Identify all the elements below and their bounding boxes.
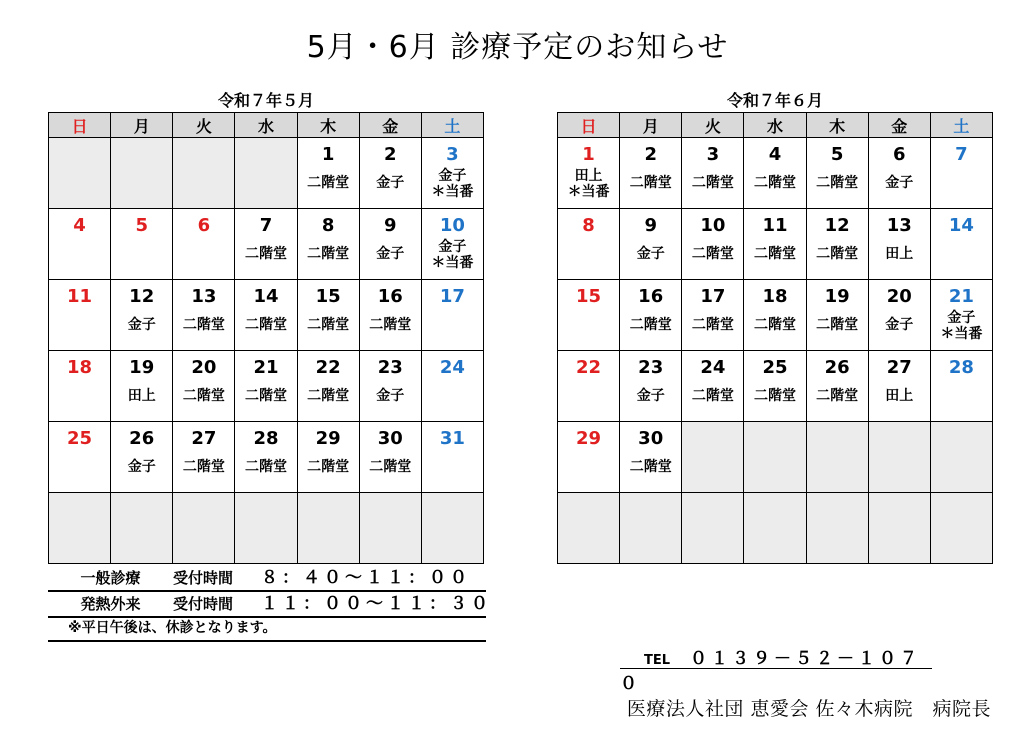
empty-day-cell: [111, 138, 173, 209]
day-number: 7: [259, 215, 273, 236]
day-cell: [173, 280, 235, 351]
general-hours-row: [48, 566, 486, 592]
day-number: 27: [191, 428, 217, 449]
day-cell: [235, 422, 297, 493]
day-cell: [421, 422, 483, 493]
day-number: 8: [582, 215, 595, 236]
day-cell: [49, 422, 111, 493]
day-number: 15: [315, 286, 341, 307]
week-row: [558, 422, 993, 493]
day-number: 6: [893, 144, 906, 165]
day-number: 5: [135, 215, 148, 236]
empty-day-cell: [235, 138, 297, 209]
doctor-on-duty: 二階堂: [691, 317, 734, 333]
day-cell: [421, 351, 483, 422]
day-number: 1: [582, 144, 595, 165]
week-row: [49, 280, 484, 351]
day-number: 23: [638, 357, 664, 378]
day-cell: [744, 138, 806, 209]
day-number: 9: [384, 215, 397, 236]
day-cell: [297, 280, 359, 351]
day-cell: [297, 351, 359, 422]
day-cell: [359, 138, 421, 209]
day-cell: [620, 138, 682, 209]
day-number: 16: [377, 286, 403, 307]
doctor-on-duty: 田上: [127, 388, 156, 404]
page-title: 5月・6月 診療予定のお知らせ: [306, 30, 729, 65]
reception-label: 受付時間: [173, 595, 234, 613]
fever-label: 発熱外来: [80, 595, 141, 613]
day-number: 14: [253, 286, 279, 307]
day-number: 12: [824, 215, 850, 236]
week-row: [558, 280, 993, 351]
empty-day-cell: [744, 493, 806, 564]
day-cell: [111, 351, 173, 422]
empty-day-cell: [297, 493, 359, 564]
day-cell: [235, 209, 297, 280]
doctor-on-duty: 二階堂: [307, 459, 350, 475]
week-row: [558, 138, 993, 209]
doctor-on-duty: 二階堂: [816, 388, 859, 404]
day-cell: [930, 351, 992, 422]
day-cell: [806, 280, 868, 351]
day-number: 10: [700, 215, 726, 236]
weekday-header: 土: [930, 113, 992, 138]
empty-day-cell: [806, 422, 868, 493]
day-number: 29: [315, 428, 341, 449]
week-row: [49, 493, 484, 564]
day-cell: [620, 280, 682, 351]
day-cell: [682, 209, 744, 280]
week-row: [558, 209, 993, 280]
day-number: 21: [253, 357, 279, 378]
day-cell: [744, 209, 806, 280]
doctor-on-duty: 二階堂: [753, 246, 796, 262]
doctor-on-duty: 二階堂: [629, 175, 672, 191]
day-number: 30: [638, 428, 664, 449]
day-number: 8: [321, 215, 335, 236]
general-time: ８：４０～１１：００: [261, 568, 471, 588]
empty-day-cell: [558, 493, 620, 564]
tel-label: TEL: [644, 653, 671, 668]
day-number: 18: [67, 357, 93, 378]
doctor-on-duty: 金子 ＊当番: [431, 168, 474, 200]
doctor-on-duty: 金子: [376, 246, 405, 262]
doctor-on-duty: 二階堂: [691, 388, 734, 404]
calendar-heading: 令和７年５月: [217, 91, 314, 110]
week-row: [49, 209, 484, 280]
phone-number: ０１３９－５２－１０７０: [620, 649, 922, 694]
doctor-on-duty: 金子: [636, 388, 665, 404]
doctor-on-duty: 金子: [376, 388, 405, 404]
empty-day-cell: [49, 493, 111, 564]
doctor-on-duty: 二階堂: [244, 246, 287, 262]
day-cell: [806, 138, 868, 209]
empty-day-cell: [868, 493, 930, 564]
day-number: 17: [700, 286, 726, 307]
day-cell: [930, 280, 992, 351]
day-cell: [558, 280, 620, 351]
day-cell: [744, 351, 806, 422]
calendar-grid: [557, 112, 993, 564]
day-number: 2: [384, 144, 397, 165]
day-cell: [173, 209, 235, 280]
reception-label: 受付時間: [173, 569, 234, 587]
day-number: 9: [644, 215, 657, 236]
empty-day-cell: [744, 422, 806, 493]
day-cell: [682, 351, 744, 422]
day-cell: [297, 138, 359, 209]
week-row: [558, 493, 993, 564]
day-cell: [173, 351, 235, 422]
empty-day-cell: [930, 422, 992, 493]
calendar-heading: 令和７年６月: [726, 91, 823, 110]
doctor-on-duty: 二階堂: [753, 388, 796, 404]
doctor-on-duty: 二階堂: [182, 317, 225, 333]
week-row: [49, 351, 484, 422]
weekday-header: 木: [806, 113, 868, 138]
weekday-header: 日: [49, 113, 111, 138]
doctor-on-duty: 金子: [127, 459, 156, 475]
day-cell: [868, 280, 930, 351]
day-number: 25: [762, 357, 788, 378]
day-cell: [682, 138, 744, 209]
calendar-june: [557, 91, 993, 564]
weekday-header: 木: [297, 113, 359, 138]
day-cell: [558, 351, 620, 422]
day-number: 28: [948, 357, 974, 378]
day-cell: [49, 209, 111, 280]
day-number: 25: [67, 428, 93, 449]
day-number: 26: [824, 357, 850, 378]
empty-day-cell: [235, 493, 297, 564]
day-cell: [235, 351, 297, 422]
doctor-on-duty: 金子 ＊当番: [940, 310, 983, 342]
day-number: 3: [706, 144, 720, 165]
day-number: 1: [321, 144, 335, 165]
doctor-on-duty: 二階堂: [816, 317, 859, 333]
weekday-header: 火: [682, 113, 744, 138]
empty-day-cell: [49, 138, 111, 209]
empty-day-cell: [173, 138, 235, 209]
day-number: 20: [191, 357, 217, 378]
day-number: 11: [762, 215, 788, 236]
day-number: 24: [700, 357, 726, 378]
doctor-on-duty: 田上: [885, 246, 914, 262]
doctor-on-duty: 金子: [885, 317, 914, 333]
day-cell: [235, 280, 297, 351]
doctor-on-duty: 田上: [885, 388, 914, 404]
day-cell: [111, 209, 173, 280]
doctor-on-duty: 二階堂: [816, 175, 859, 191]
empty-day-cell: [806, 493, 868, 564]
doctor-on-duty: 金子 ＊当番: [431, 239, 474, 271]
day-number: 20: [886, 286, 912, 307]
day-cell: [806, 209, 868, 280]
week-row: [49, 422, 484, 493]
day-number: 22: [315, 357, 341, 378]
phone: [620, 644, 932, 694]
day-cell: [421, 280, 483, 351]
day-cell: [868, 351, 930, 422]
day-cell: [558, 138, 620, 209]
day-cell: [49, 351, 111, 422]
doctor-on-duty: 二階堂: [691, 175, 734, 191]
day-cell: [359, 351, 421, 422]
day-number: 30: [377, 428, 403, 449]
doctor-on-duty: 金子: [636, 246, 665, 262]
day-cell: [682, 280, 744, 351]
doctor-on-duty: 二階堂: [753, 175, 796, 191]
doctor-on-duty: 二階堂: [691, 246, 734, 262]
day-cell: [930, 138, 992, 209]
organization: 医療法人社団 恵愛会 佐々木病院 病院長: [626, 698, 991, 720]
day-number: 27: [886, 357, 912, 378]
weekday-header: 月: [111, 113, 173, 138]
empty-day-cell: [620, 493, 682, 564]
day-cell: [806, 351, 868, 422]
day-number: 13: [191, 286, 217, 307]
empty-day-cell: [359, 493, 421, 564]
afternoon-note: ※平日午後は、休診となります。: [48, 618, 486, 642]
empty-day-cell: [682, 493, 744, 564]
day-cell: [359, 209, 421, 280]
day-cell: [744, 280, 806, 351]
day-cell: [49, 280, 111, 351]
weekday-header: 水: [235, 113, 297, 138]
day-number: 2: [644, 144, 657, 165]
day-cell: [297, 209, 359, 280]
day-cell: [930, 209, 992, 280]
doctor-on-duty: 金子: [376, 175, 405, 191]
weekday-header: 水: [744, 113, 806, 138]
doctor-on-duty: 二階堂: [182, 388, 225, 404]
day-cell: [868, 209, 930, 280]
day-number: 26: [129, 428, 155, 449]
empty-day-cell: [682, 422, 744, 493]
day-number: 31: [439, 428, 465, 449]
doctor-on-duty: 金子: [127, 317, 156, 333]
day-number: 19: [129, 357, 155, 378]
day-number: 19: [824, 286, 850, 307]
day-cell: [620, 422, 682, 493]
empty-day-cell: [930, 493, 992, 564]
day-cell: [297, 422, 359, 493]
day-number: 13: [886, 215, 912, 236]
weekday-header: 月: [620, 113, 682, 138]
doctor-on-duty: 二階堂: [244, 317, 287, 333]
doctor-on-duty: 金子: [885, 175, 914, 191]
day-number: 21: [948, 286, 974, 307]
doctor-on-duty: 二階堂: [244, 388, 287, 404]
day-number: 7: [955, 144, 968, 165]
day-number: 3: [446, 144, 459, 165]
day-cell: [620, 351, 682, 422]
doctor-on-duty: 二階堂: [369, 317, 412, 333]
week-row: [558, 351, 993, 422]
day-cell: [111, 280, 173, 351]
day-cell: [111, 422, 173, 493]
doctor-on-duty: 二階堂: [182, 459, 225, 475]
empty-day-cell: [868, 422, 930, 493]
doctor-on-duty: 二階堂: [307, 317, 350, 333]
doctor-on-duty: 二階堂: [629, 459, 672, 475]
weekday-header: 土: [421, 113, 483, 138]
day-number: 10: [439, 215, 465, 236]
doctor-on-duty: 二階堂: [816, 246, 859, 262]
calendar-grid: [48, 112, 484, 564]
week-row: [49, 138, 484, 209]
day-number: 29: [576, 428, 602, 449]
day-cell: [558, 209, 620, 280]
calendar-may: [48, 91, 484, 564]
weekday-header: 火: [173, 113, 235, 138]
fever-hours-row: [48, 592, 492, 618]
day-cell: [620, 209, 682, 280]
day-cell: [359, 280, 421, 351]
doctor-on-duty: 二階堂: [629, 317, 672, 333]
weekday-header: 金: [868, 113, 930, 138]
day-number: 24: [439, 357, 465, 378]
doctor-on-duty: 二階堂: [369, 459, 412, 475]
day-number: 6: [197, 215, 211, 236]
day-number: 4: [768, 144, 782, 165]
day-number: 18: [762, 286, 788, 307]
doctor-on-duty: 二階堂: [244, 459, 287, 475]
day-cell: [173, 422, 235, 493]
empty-day-cell: [421, 493, 483, 564]
general-label: 一般診療: [80, 569, 141, 587]
day-number: 23: [377, 357, 403, 378]
day-cell: [558, 422, 620, 493]
day-cell: [868, 138, 930, 209]
weekday-header: 日: [558, 113, 620, 138]
day-number: 12: [129, 286, 155, 307]
day-number: 16: [638, 286, 664, 307]
day-number: 4: [73, 215, 86, 236]
day-cell: [359, 422, 421, 493]
day-number: 22: [576, 357, 602, 378]
day-number: 11: [67, 286, 93, 307]
doctor-on-duty: 田上 ＊当番: [567, 168, 610, 200]
day-cell: [421, 138, 483, 209]
day-number: 14: [948, 215, 974, 236]
empty-day-cell: [173, 493, 235, 564]
day-number: 28: [253, 428, 279, 449]
weekday-header: 金: [359, 113, 421, 138]
doctor-on-duty: 二階堂: [307, 246, 350, 262]
day-number: 17: [439, 286, 465, 307]
day-cell: [421, 209, 483, 280]
reception-info: [48, 566, 492, 642]
doctor-on-duty: 二階堂: [307, 388, 350, 404]
empty-day-cell: [111, 493, 173, 564]
fever-time: １１：００～１１：３０: [261, 594, 492, 614]
doctor-on-duty: 二階堂: [307, 175, 350, 191]
doctor-on-duty: 二階堂: [753, 317, 796, 333]
day-number: 5: [830, 144, 844, 165]
day-number: 15: [576, 286, 602, 307]
